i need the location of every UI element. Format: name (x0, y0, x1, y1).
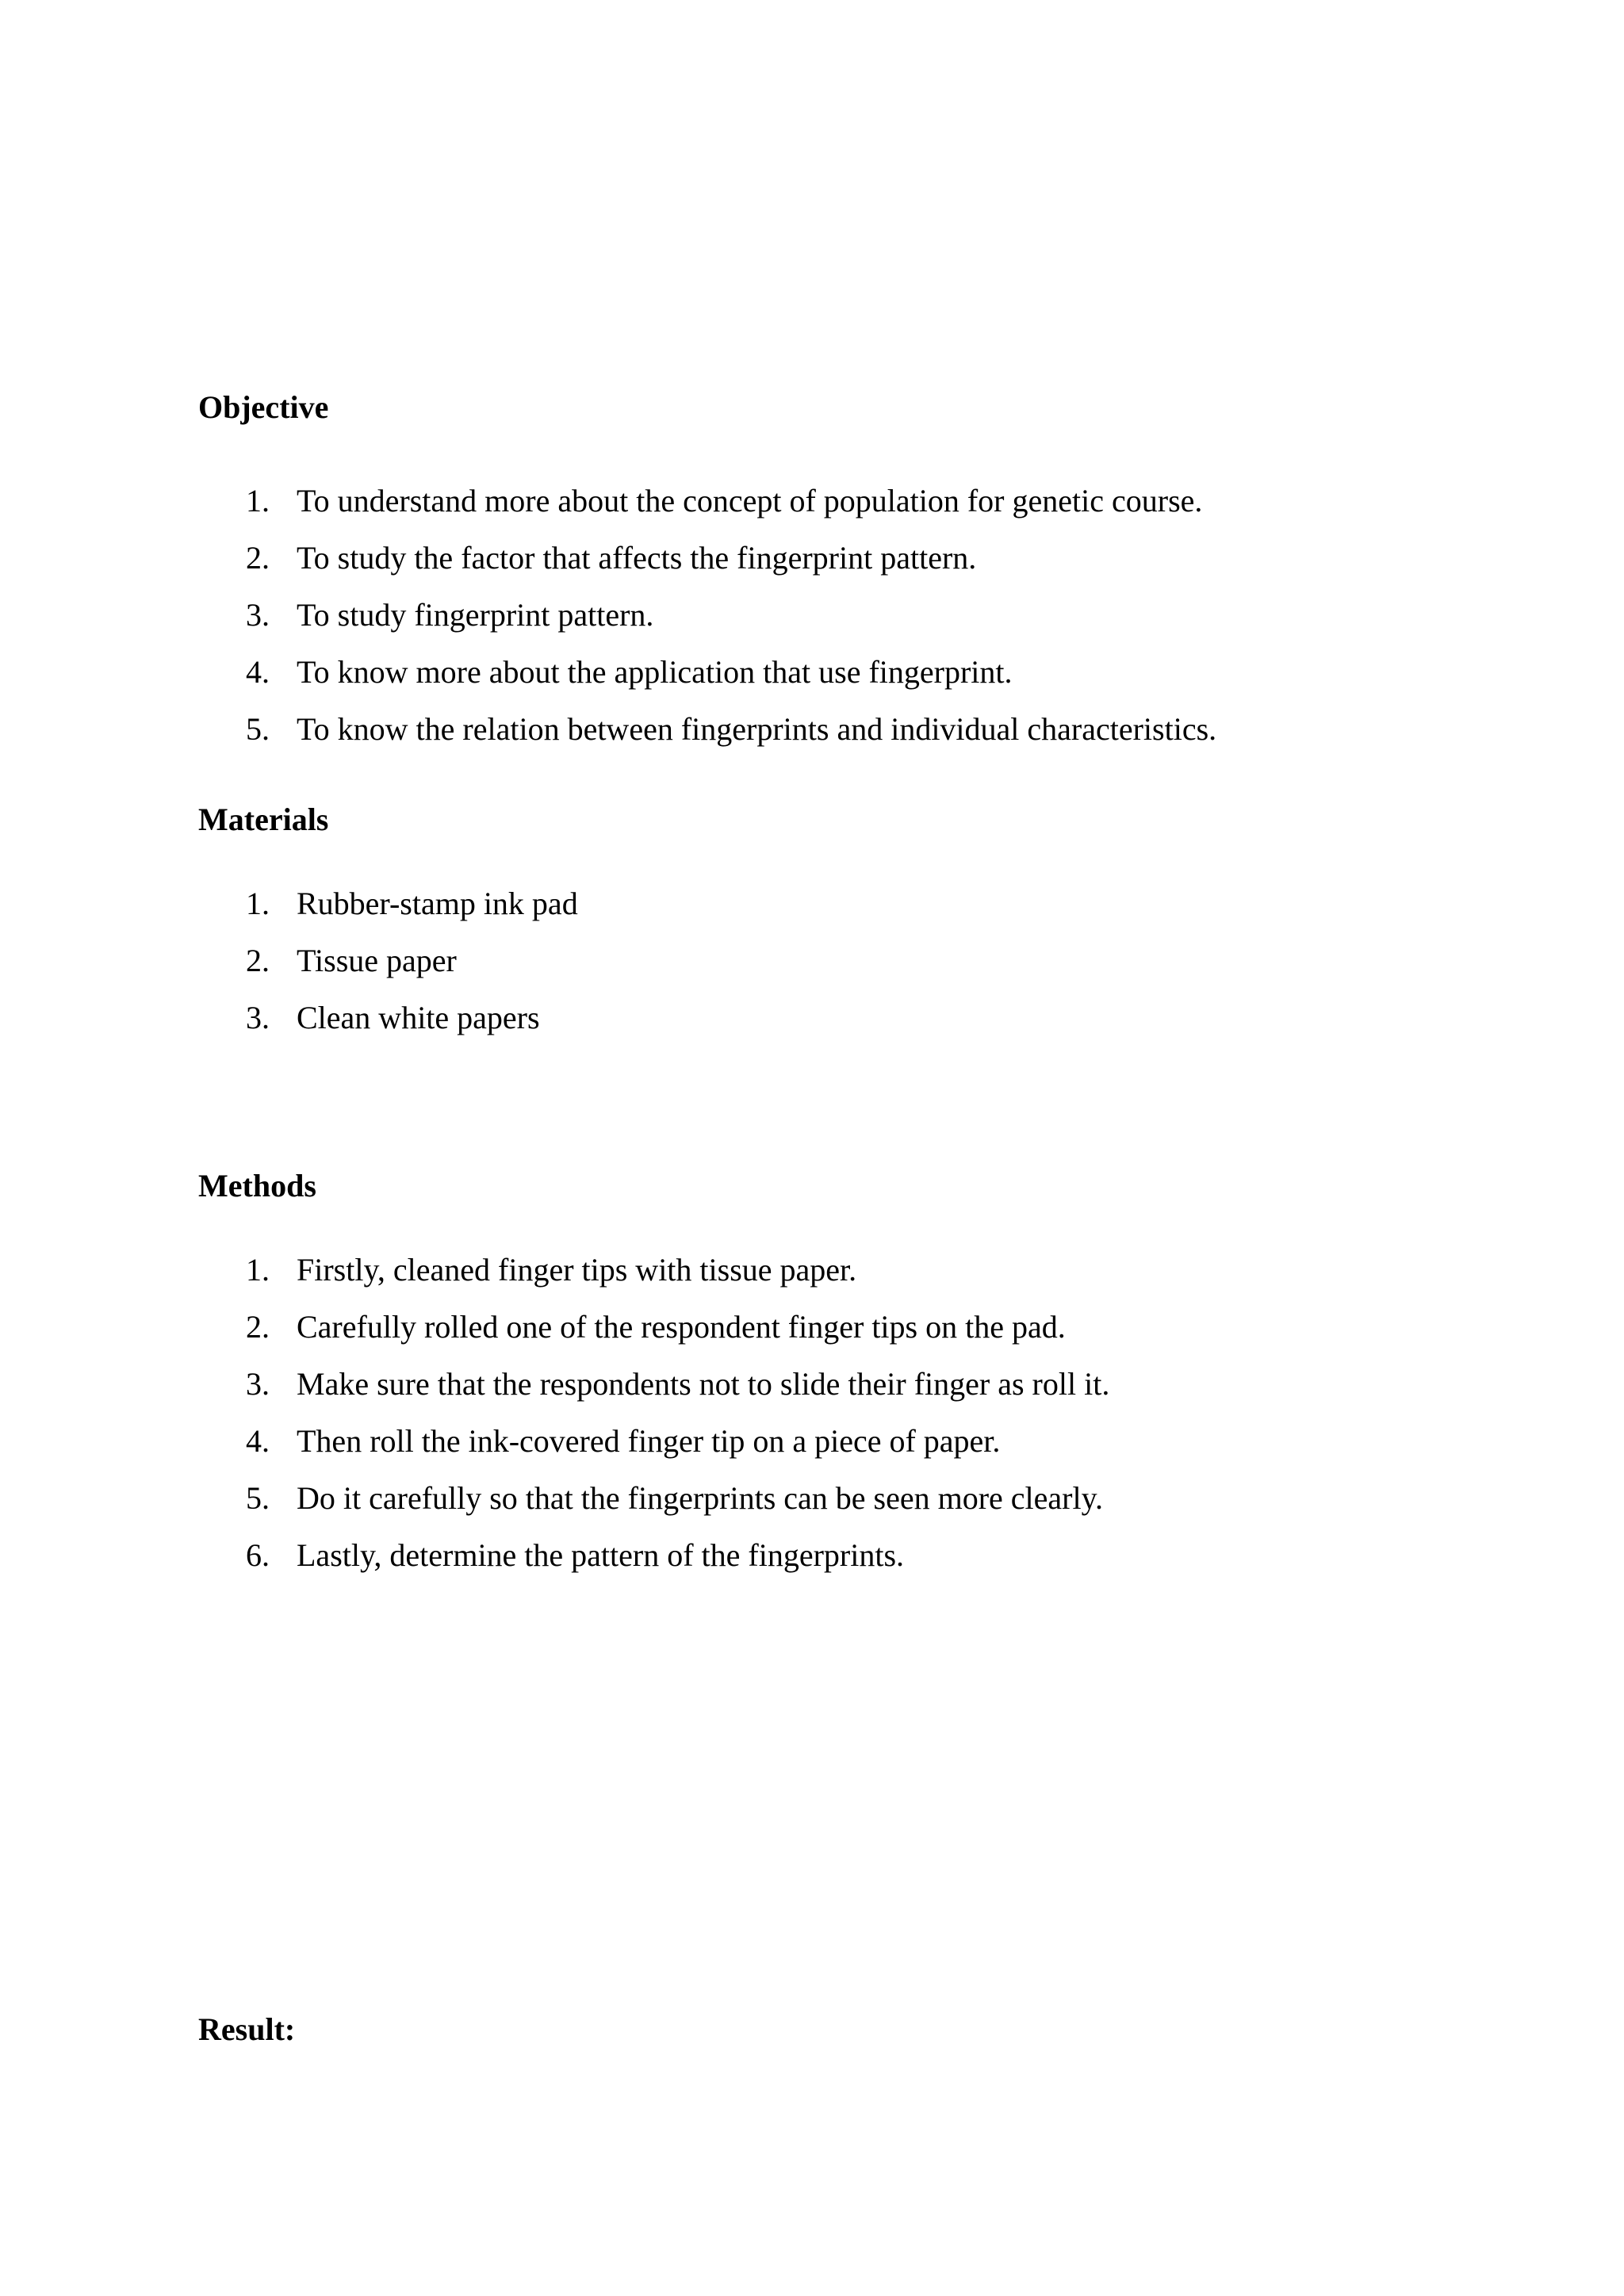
list-item-text: Clean white papers (297, 1000, 540, 1035)
list-item-number: 6. (246, 1537, 270, 1573)
list-item-text: Lastly, determine the pattern of the fingerprints. (297, 1537, 905, 1573)
list-item-number: 1. (246, 886, 270, 921)
list-item-text: Tissue paper (297, 943, 457, 978)
list-item-number: 2. (246, 540, 270, 576)
list-item-text: Rubber-stamp ink pad (297, 886, 578, 921)
objective-heading: Objective (198, 389, 329, 425)
result-heading: Result: (198, 2011, 296, 2047)
list-item-number: 1. (246, 483, 270, 519)
list-item-text: Then roll the ink-covered finger tip on a piece of paper. (297, 1423, 1001, 1459)
list-item-number: 3. (246, 1000, 270, 1035)
list-item-text: Carefully rolled one of the respondent finger tips on the pad. (297, 1309, 1066, 1345)
list-item-number: 4. (246, 1423, 270, 1459)
list-item-text: To know the relation between fingerprints and individual characteristics. (297, 711, 1217, 747)
list-item-number: 2. (246, 943, 270, 978)
list-item-text: Firstly, cleaned finger tips with tissue paper. (297, 1252, 857, 1288)
list-item-number: 3. (246, 597, 270, 633)
list-item-text: To study the factor that affects the fingerprint pattern. (297, 540, 977, 576)
list-item-text: To study fingerprint pattern. (297, 597, 654, 633)
list-item-number: 3. (246, 1366, 270, 1402)
list-item-text: To know more about the application that use fingerprint. (297, 654, 1013, 690)
list-item-number: 5. (246, 711, 270, 747)
list-item-number: 4. (246, 654, 270, 690)
list-item-text: To understand more about the concept of population for genetic course. (297, 483, 1203, 519)
list-item-number: 1. (246, 1252, 270, 1288)
list-item-text: Make sure that the respondents not to slide their finger as roll it. (297, 1366, 1110, 1402)
methods-heading: Methods (198, 1168, 316, 1203)
materials-heading: Materials (198, 802, 329, 837)
list-item-text: Do it carefully so that the fingerprints can be seen more clearly. (297, 1480, 1104, 1516)
list-item-number: 5. (246, 1480, 270, 1516)
list-item-number: 2. (246, 1309, 270, 1345)
